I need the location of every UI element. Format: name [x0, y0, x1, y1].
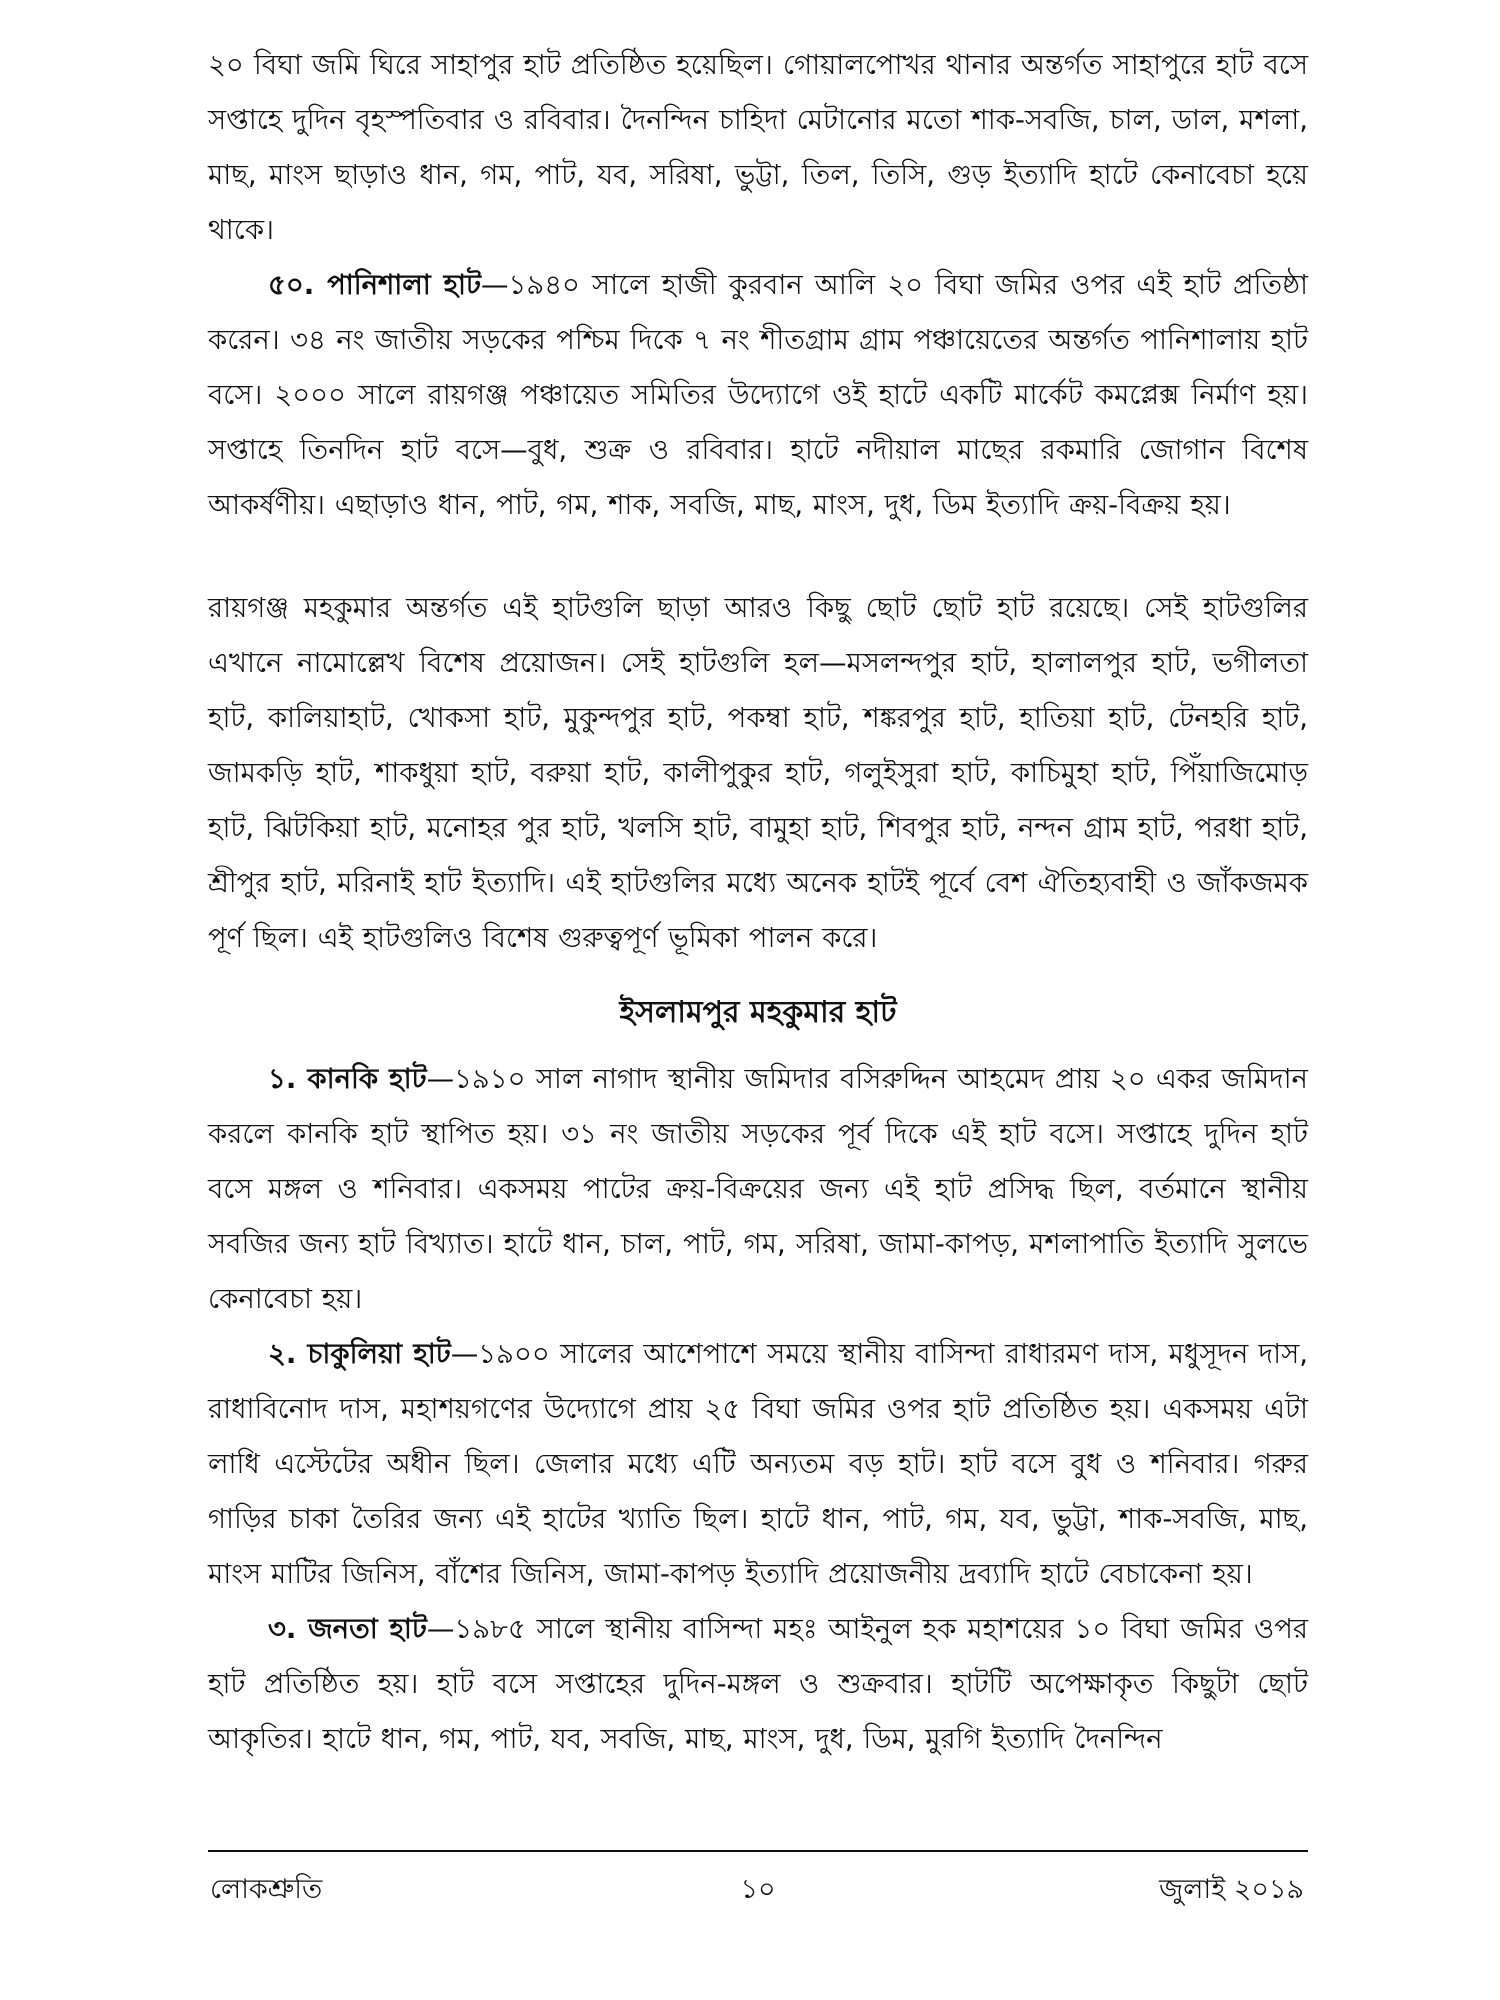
- page-footer: [208, 1870, 1308, 1910]
- paragraph-text: —১৯০০ সালের আশেপাশে সময়ে স্থানীয় বাসিন্দা রাধারমণ দাস, মধুসূদন দাস, রাধাবিনোদ দাস, মহাশয়গণের উদ্যোগে প্রায় ২৫ বিঘা জমির ওপর হাট প্রতিষ্ঠিত হয়। একসময় এটা লাধি এস্টেটের অধীন ছিল। জেলার মধ্যে এটি অন্যতম বড় হাট। হাট বসে বুধ ও শনিবার। গরুর গাড়ির চাকা তৈরির জন্য এই হাটের খ্যাতি ছিল। হাটে ধান, পাট, গম, যব, ভুট্টা, শাক-সবজি, মাছ, মাংস মাটির জিনিস, বাঁশের জিনিস, জামা-কাপড় ইত্যাদি প্রয়োজনীয় দ্রব্যাদি হাটে বেচাকেনা হয়।: [208, 1338, 1309, 1590]
- paragraph-text: ২০ বিঘা জমি ঘিরে সাহাপুর হাট প্রতিষ্ঠিত হয়েছিল। গোয়ালপোখর থানার অন্তর্গত সাহাপুরে হাট বসে সপ্তাহে দুদিন বৃহস্পতিবার ও রবিবার। দৈনন্দিন চাহিদা মেটানোর মতো শাক-সবজি, চাল, ডাল, মশলা, মাছ, মাংস ছাড়াও ধান, গম, পাট, যব, সরিষা, ভুট্টা, তিল, তিসি, গুড় ইত্যাদি হাটে কেনাবেচা হয়ে থাকে।: [208, 49, 1308, 246]
- paragraph-text: —১৯১০ সাল নাগাদ স্থানীয় জমিদার বসিরুদ্দিন আহমেদ প্রায় ২০ একর জমিদান করলে কানকি হাট স্থাপিত হয়। ৩১ নং জাতীয় সড়কের পূর্ব দিকে এই হাট বসে। সপ্তাহে দুদিন হাট বসে মঙ্গল ও শনিবার। একসময় পাটের ক্রয়-বিক্রয়ের জন্য এই হাট প্রসিদ্ধ ছিল, বর্তমানে স্থানীয় সবজির জন্য হাট বিখ্যাত। হাটে ধান, চাল, পাট, গম, সরিষা, জামা-কাপড়, মশলাপাতি ইত্যাদি সুলভে কেনাবেচা হয়।: [208, 1063, 1308, 1315]
- paragraph-kanki-haat: [208, 1052, 1308, 1327]
- entry-title: ২. চাকুলিয়া হাট: [268, 1338, 451, 1370]
- section-heading: ইসলামপুর মহকুমার হাট: [619, 995, 897, 1030]
- paragraph-text: —১৯৮৫ সালে স্থানীয় বাসিন্দা মহঃ আইনুল হক মহাশয়ের ১০ বিঘা জমির ওপর হাট প্রতিষ্ঠিত হয়। হাট বসে সপ্তাহের দুদিন-মঙ্গল ও শুক্রবার। হাটটি অপেক্ষাকৃত কিছুটা ছোট আকৃতির। হাটে ধান, গম, পাট, যব, সবজি, মাছ, মাংস, দুধ, ডিম, মুরগি ইত্যাদি দৈনন্দিন: [208, 1613, 1308, 1755]
- journal-name: লোকশ্রুতি: [210, 1874, 323, 1905]
- paragraph-text: —১৯৪০ সালে হাজী কুরবান আলি ২০ বিঘা জমির ওপর এই হাট প্রতিষ্ঠা করেন। ৩৪ নং জাতীয় সড়কের পশ্চিম দিকে ৭ নং শীতগ্রাম গ্রাম পঞ্চায়েতের অন্তর্গত পানিশালায় হাট বসে। ২০০০ সালে রায়গঞ্জ পঞ্চায়েত সমিতির উদ্যোগে ওই হাটে একটি মার্কেট কমপ্লেক্স নির্মাণ হয়। সপ্তাহে তিনদিন হাট বসে—বুধ, শুক্র ও রবিবার। হাটে নদীয়াল মাছের রকমারি জোগান বিশেষ আকর্ষণীয়। এছাড়াও ধান, পাট, গম, শাক, সবজি, মাছ, মাংস, দুধ, ডিম ইত্যাদি ক্রয়-বিক্রয় হয়।: [208, 269, 1308, 521]
- paragraph-text: রায়গঞ্জ মহকুমার অন্তর্গত এই হাটগুলি ছাড়া আরও কিছু ছোট ছোট হাট রয়েছে। সেই হাটগুলির এখানে নামোল্লেখ বিশেষ প্রয়োজন। সেই হাটগুলি হল—মসলন্দপুর হাট, হালালপুর হাট, ভগীলতা হাট, কালিয়াহাট, খোকসা হাট, মুকুন্দপুর হাট, পকম্বা হাট, শঙ্করপুর হাট, হাতিয়া হাট, টেনহরি হাট, জামকড়ি হাট, শাকধুয়া হাট, বরুয়া হাট, কালীপুকুর হাট, গলুইসুরা হাট, কাচিমুহা হাট, পিঁয়াজিমোড় হাট, ঝিটকিয়া হাট, মনোহর পুর হাট, খলসি হাট, বামুহা হাট, শিবপুর হাট, নন্দন গ্রাম হাট, পরধা হাট, শ্রীপুর হাট, মরিনাই হাট ইত্যাদি। এই হাটগুলির মধ্যে অনেক হাটই পূর্বে বেশ ঐতিহ্যবাহী ও জাঁকজমক পূর্ণ ছিল। এই হাটগুলিও বিশেষ গুরুত্বপূর্ণ ভূমিকা পালন করে।: [208, 592, 1308, 954]
- issue-date: জুলাই ২০১৯: [1159, 1874, 1304, 1905]
- page-number: ১০: [740, 1874, 776, 1905]
- entry-title: ৩. জনতা হাট: [268, 1613, 427, 1645]
- paragraph-panishala-haat: [208, 258, 1308, 533]
- paragraph-chakulia-haat: [208, 1327, 1308, 1602]
- footer-divider: [208, 1850, 1308, 1852]
- paragraph-sahapur-continued: [208, 38, 1308, 258]
- paragraph-janata-haat: [208, 1602, 1308, 1767]
- page: [208, 38, 1308, 1978]
- entry-title: ৫০. পানিশালা হাট: [268, 269, 481, 301]
- entry-title: ১. কানকি হাট: [268, 1063, 427, 1095]
- paragraph-raiganj-small-haats: [208, 581, 1308, 966]
